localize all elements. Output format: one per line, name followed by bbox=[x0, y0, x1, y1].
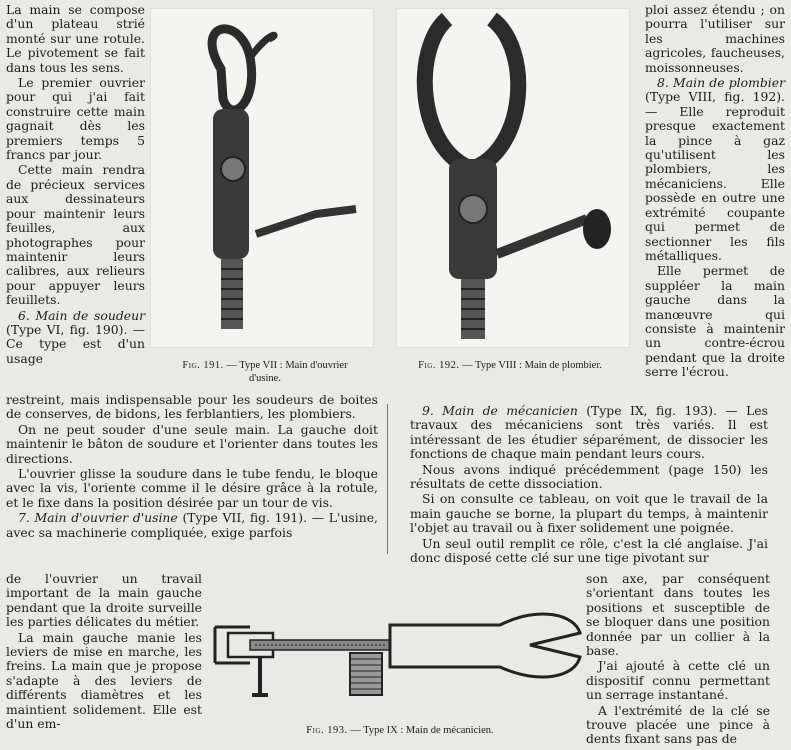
paragraph: Nous avons indiqué précédemment (page 150) les résultats de cette dissociation. bbox=[410, 461, 768, 492]
right-lower-column bbox=[586, 572, 770, 747]
left-lower-column bbox=[6, 572, 202, 731]
right-top-column bbox=[645, 3, 785, 380]
pipe-wrench-illustration bbox=[397, 9, 629, 347]
section-heading: 7. Main d'ouvrier d'usine bbox=[18, 510, 178, 526]
section-7 bbox=[6, 511, 378, 540]
paragraph: J'ai ajouté à cette clé un dispositif connu permettant un serrage instantané. bbox=[586, 658, 770, 703]
figure-192-photo bbox=[396, 8, 630, 348]
caption-text: — Type VIII : Main de plombier. bbox=[462, 360, 602, 371]
paragraph: La main se compose d'un plateau strié monté sur une rotule. Le pivotement se fait dans tous les sens. bbox=[6, 2, 145, 75]
section-text: (Type VIII, fig. 192). — Elle reproduit presque exactement la pince à gaz qu'utilisent les plombiers, les mécaniciens. Elle possède en outre une extrémité coupante qui permet de sectionner les fils métalliques. bbox=[645, 89, 785, 263]
paragraph: A l'extrémité de la clé se trouve placée une pince à dents fixant sans pas de bbox=[586, 702, 770, 747]
section-text: (Type VII, fig. 191). — L'usine, avec sa machinerie compliquée, exige parfois bbox=[6, 510, 378, 540]
section-text: (Type IX, fig. 193). — Les travaux des mécaniciens sont très variés. Il est intéressant de les étudier séparément, de dissocier les fonctions de chaque main pendant leurs cours. bbox=[410, 403, 768, 462]
paragraph: Un seul outil remplit ce rôle, c'est la clé anglaise. J'ai donc disposé cette clé sur une tige pivotant sur bbox=[410, 535, 768, 566]
figure-label: Fig. 193. bbox=[306, 725, 348, 736]
section-heading: 8. Main de plombier bbox=[657, 75, 785, 91]
paragraph: L'ouvrier glisse la soudure dans le tube fendu, le bloque avec la vis, l'oriente comme il le désire grâce à la rotule, et le fixe dans la position désirée par un tour de vis. bbox=[6, 466, 378, 510]
caption-text: — Type VII : Main d'ouvrier d'usine. bbox=[226, 360, 348, 384]
paragraph: ploi assez étendu ; on pourra l'utiliser sur les machines agricoles, faucheuses, moissonneuses. bbox=[645, 2, 785, 75]
section-8 bbox=[645, 76, 785, 263]
paragraph: Elle permet de suppléer la main gauche dans la manœuvre qui consiste à maintenir un contre-écrou pendant que la droite serre l'écrou. bbox=[645, 263, 785, 380]
section-6 bbox=[6, 309, 145, 367]
column-divider bbox=[387, 404, 388, 554]
paragraph: Cette main rendra de précieux services aux dessinateurs pour maintenir leurs feuilles, aux photographes pour maintenir leurs calibres, aux relieurs pour appuyer leurs feuillets. bbox=[6, 162, 145, 308]
paragraph: On ne peut souder d'une seule main. La gauche doit maintenir le bâton de soudure et l'orienter dans toutes les directions. bbox=[6, 421, 378, 466]
paragraph: Le premier ouvrier pour qui j'ai fait construire cette main gagnait dès les premiers temps 5 francs par jour. bbox=[6, 75, 145, 163]
figure-191-caption bbox=[170, 359, 360, 385]
clamp-hand-illustration bbox=[151, 9, 373, 347]
figure-193-drawing bbox=[210, 585, 582, 705]
figure-191-photo bbox=[150, 8, 374, 348]
figure-192-caption bbox=[415, 359, 605, 372]
section-heading: 9. Main de mécanicien bbox=[422, 403, 578, 418]
paragraph: de l'ouvrier un travail important de la main gauche pendant que la droite surveille les parties délicates du métier. bbox=[6, 571, 202, 630]
paragraph: La main gauche manie les leviers de mise en marche, les freins. La main que je propose s'adapte à des leviers de différents diamètres et les maintient solidement. Elle est d'un em- bbox=[6, 629, 202, 732]
figure-label: Fig. 192. bbox=[418, 360, 460, 371]
paragraph: Si on consulte ce tableau, on voit que le travail de la main gauche se borne, la plupart du temps, à maintenir l'objet au travail ou à fixer solidement une poignée. bbox=[410, 491, 768, 536]
figure-193-caption bbox=[265, 724, 535, 737]
right-bottom-column bbox=[410, 404, 768, 565]
paragraph: restreint, mais indispensable pour les soudeurs de boites de conserves, de bidons, les ferblantiers, les plombiers. bbox=[6, 392, 378, 422]
section-9 bbox=[410, 404, 768, 462]
paragraph: son axe, par conséquent s'orientant dans toutes les positions et susceptible de se bloquer dans une position donnée par un collier à la base. bbox=[586, 571, 770, 659]
caption-text: — Type IX : Main de mécanicien. bbox=[350, 725, 494, 736]
figure-label: Fig. 191. bbox=[182, 360, 224, 371]
section-text: (Type VI, fig. 190). — Ce type est d'un usage bbox=[6, 321, 145, 366]
left-top-column bbox=[6, 3, 145, 366]
left-bottom-column bbox=[6, 393, 378, 540]
section-heading: 6. Main de soudeur bbox=[18, 307, 145, 323]
wrench-illustration bbox=[210, 585, 582, 705]
